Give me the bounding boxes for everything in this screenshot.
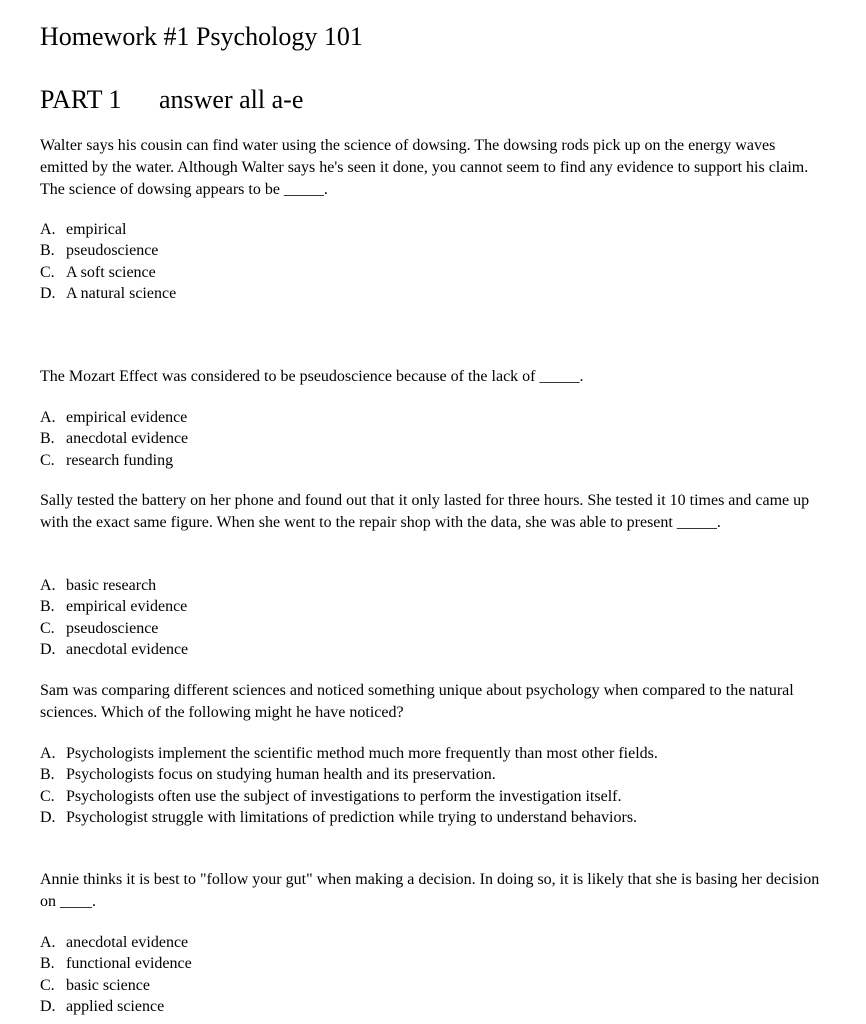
option-text: research funding <box>66 451 174 469</box>
option-letter: B. <box>40 430 55 448</box>
answer-blank: ____ <box>60 893 92 910</box>
option-letter: D. <box>40 284 56 302</box>
option-text: A natural science <box>66 284 177 302</box>
document-title: Homework #1 Psychology 101 <box>40 22 363 51</box>
answer-option <box>40 975 840 996</box>
answer-option <box>40 764 840 785</box>
option-letter: D. <box>40 640 56 658</box>
option-text: empirical evidence <box>66 409 188 426</box>
question-text-end: . <box>579 368 584 385</box>
option-text: Psychologists implement the scientific method much more frequently than most other fields. <box>66 745 658 762</box>
question-5-text <box>40 869 820 913</box>
question-3-options <box>40 575 840 660</box>
answer-option <box>40 450 840 471</box>
part-instruction: answer all a-e <box>159 85 304 114</box>
question-1-text <box>40 135 820 201</box>
question-text-end: . <box>92 893 96 910</box>
question-5-options <box>40 932 840 1017</box>
option-letter: B. <box>40 955 55 973</box>
question-text: Sally tested the battery on her phone and found out that it only lasted for three hours. She tested it 10 times and came up with the exact same figure. When she went to the repair shop with the data, she was able to present <box>40 492 810 531</box>
answer-option <box>40 639 840 660</box>
answer-option <box>40 219 840 240</box>
option-text: Psychologists often use the subject of investigations to perform the investigation itself. <box>66 787 622 805</box>
question-2-options <box>40 407 840 471</box>
question-text: Sam was comparing different sciences and noticed something unique about psychology when compared to the natural sciences. Which of the following might he have noticed? <box>40 682 794 721</box>
answer-blank: _____ <box>676 514 717 531</box>
answer-option <box>40 283 840 304</box>
option-letter: A. <box>40 577 56 594</box>
answer-option <box>40 240 840 261</box>
option-letter: C. <box>40 619 55 637</box>
question-text-end: . <box>716 514 721 531</box>
question-2-text <box>40 366 820 388</box>
question-text: The Mozart Effect was considered to be pseudoscience because of the lack of <box>40 368 540 385</box>
answer-blank: _____ <box>283 181 324 198</box>
answer-option <box>40 807 840 828</box>
option-letter: B. <box>40 242 55 260</box>
option-text: functional evidence <box>66 955 192 973</box>
option-text: A soft science <box>66 263 156 281</box>
option-letter: B. <box>40 598 55 616</box>
question-text: Walter says his cousin can find water using the science of dowsing. The dowsing rods pick up on the energy waves emitted by the water. Although Walter says he's seen it done, you cannot seem to find any evidence to support his claim. The science of dowsing appears to be <box>40 137 809 198</box>
answer-blank: _____ <box>539 368 580 385</box>
option-text: Psychologist struggle with limitations of prediction while trying to understand behaviors. <box>66 808 638 826</box>
question-text-end: . <box>323 181 328 198</box>
question-text: Annie thinks it is best to "follow your gut" when making a decision. In doing so, it is likely that she is basing her decision on <box>40 871 820 910</box>
answer-option <box>40 407 840 428</box>
option-text: anecdotal evidence <box>66 934 189 951</box>
option-text: pseudoscience <box>66 619 159 637</box>
answer-option <box>40 618 840 639</box>
option-letter: C. <box>40 976 55 994</box>
option-text: empirical <box>66 221 127 238</box>
answer-option <box>40 996 840 1017</box>
option-text: basic science <box>66 976 150 994</box>
answer-option <box>40 743 840 764</box>
answer-option <box>40 262 840 283</box>
answer-option <box>40 596 840 617</box>
answer-option <box>40 932 840 953</box>
option-letter: A. <box>40 409 56 426</box>
question-3-text <box>40 490 820 534</box>
option-letter: D. <box>40 997 56 1015</box>
answer-option <box>40 786 840 807</box>
option-text: empirical evidence <box>66 598 188 616</box>
option-letter: C. <box>40 787 55 805</box>
option-letter: A. <box>40 221 56 238</box>
question-4-options <box>40 743 840 828</box>
option-text: anecdotal evidence <box>66 640 189 658</box>
option-text: Psychologists focus on studying human health and its preservation. <box>66 766 496 784</box>
option-text: anecdotal evidence <box>66 430 189 448</box>
option-text: pseudoscience <box>66 242 159 260</box>
question-4-text <box>40 680 820 724</box>
option-letter: C. <box>40 263 55 281</box>
option-letter: A. <box>40 745 56 762</box>
question-1-options <box>40 219 840 304</box>
option-letter: D. <box>40 808 56 826</box>
option-letter: C. <box>40 451 55 469</box>
part-heading <box>40 83 303 117</box>
option-letter: A. <box>40 934 56 951</box>
answer-option <box>40 575 840 596</box>
answer-option <box>40 428 840 449</box>
option-letter: B. <box>40 766 55 784</box>
part-label: PART 1 <box>40 85 122 114</box>
answer-option <box>40 953 840 974</box>
option-text: basic research <box>66 577 157 594</box>
option-text: applied science <box>66 997 165 1015</box>
